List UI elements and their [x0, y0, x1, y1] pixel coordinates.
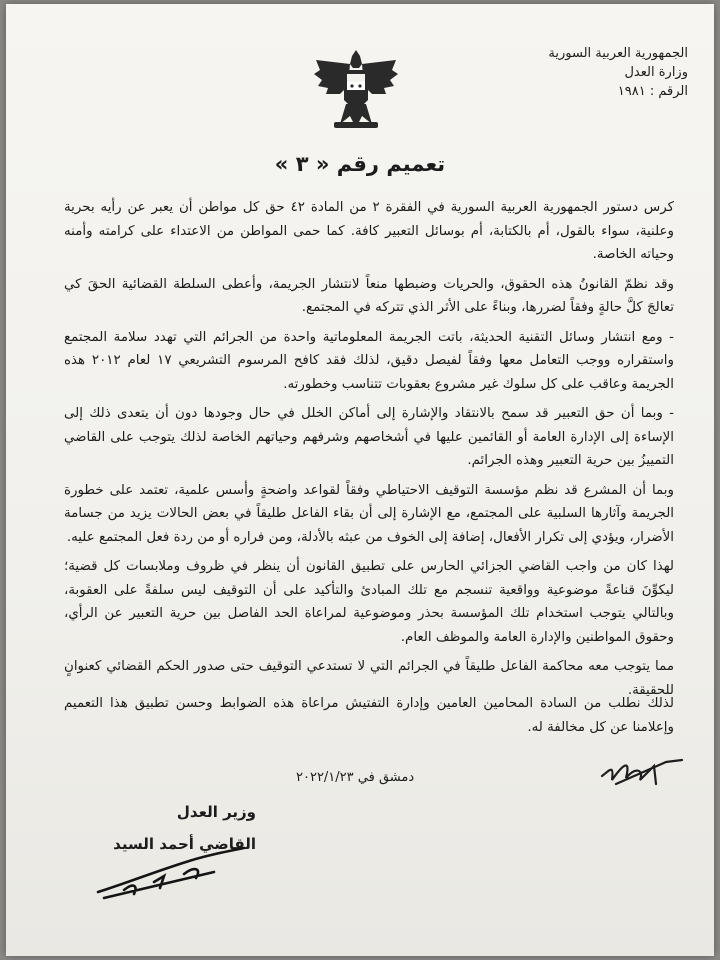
minister-title: وزير العدل [176, 803, 256, 821]
paragraph-cybercrime: - ومع انتشار وسائل التقنية الحديثة، باتت الجريمة المعلوماتية واحدة من الجرائم التي تهدد سلامة المجتمع واستقراره ووجب التعامل معها وفقاً لفيصل دقيق، لذلك فقد كافح المرسوم التشريعي ١٧ لعام ٢٠١٢ هذه الجريمة وعاقب على كل سلوك غير مشروع بعقوبات تتناسب وخطورته. [64, 329, 674, 392]
closing-request: لذلك نطلب من السادة المحامين العامين وإدارة التفتيش مراعاة هذه الضوابط وحسن تطبيق هذا التعميم وإعلامنا عن كل مخالفة له. [64, 696, 674, 735]
paragraph-judge-duty: لهذا كان من واجب القاضي الجزائي الحارس على تطبيق القانون أن ينظر في ظروف وملابسات كل قضية؛ ليكوِّنَ قناعةً موضوعية وواقعية تنسجم مع تلك المبادئ والتأكيد على أن التوقيف ليس سلفةً على العقوبة، وبالتالي يتوجب استخدام تلك المؤسسة بحذر وموضوعية لمراعاة الحد الفاصل بين حرية التعبير عن الرأي، وحقوق المواطنين والإدارة العامة والموظف العام. [64, 559, 674, 645]
minister-signature-icon [94, 842, 254, 904]
paragraph-law: وقد نظمّ القانونُ هذه الحقوق، والحريات وضبطها منعاً لانتشار الجريمة، وأعطى السلطة القضائية الحقَ كي تعالجَ كلَّ حالةٍ وفقاً لضررها، وبناءً على الأثر الذي تتركه في المجتمع. [64, 276, 674, 315]
circular-body [64, 196, 674, 708]
paragraph-trial: مما يتوجب معه محاكمة الفاعل طليقاً في الجرائم التي لا تستدعي التوقيف حتى صدور الحكم القضائي كعنوانٍ للحقيقة. [64, 659, 674, 698]
paragraph-constitution: كرس دستور الجمهورية العربية السورية في الفقرة ٢ من المادة ٤٢ حق كل مواطن أن يعبر عن رأيه بحرية وعلنية، سواء بالقول، أم بالكتابة، أم بوسائل التعبير كافة. كما حمى المواطن من الاعتداء على كرامته وأمنه وحياته الخاصة. [64, 200, 674, 262]
eagle-emblem-icon [306, 42, 406, 134]
paragraph-expression: - وبما أن حق التعبير قد سمح بالانتقاد والإشارة إلى أماكن الخلل في حال وجودها دون أن يتعدى ذلك إلى الإساءة إلى الإدارة العامة أو القائمين عليها في أشخاصهم وشرفهم وحياتهم الخاصة لذلك يتوجب على القاضي التمييزُ بين حرية التعبير وهذه الجرائم. [64, 406, 674, 468]
paragraph-detention: وبما أن المشرع قد نظم مؤسسة التوقيف الاحتياطي وفقاً لقواعد واضحةٍ وأسس علمية، تعتمد على خطورة الجريمة وآثارها السلبية على المجتمع، مع الإشارة إلى أن بقاء الفاعل طليقاً في بعض الحالات يزيد من جسامة الأضرار، ويؤدي إلى تكرار الأفعال، إضافة إلى الخوف من عبثه بالأدلة، ومن فراره أو من ردة فعل المجتمع عليه. [64, 482, 674, 545]
letterhead [468, 44, 688, 101]
country-name: الجمهورية العربية السورية [548, 46, 688, 61]
document-page [6, 4, 714, 956]
issue-date: دمشق في ٢٠٢٢/١/٢٣ [296, 770, 415, 785]
circular-title: تعميم رقم « ٣ » [274, 152, 446, 176]
minister-name: القاضي أحمد السيد [113, 835, 256, 853]
reference-number: الرقم : ١٩٨١ [617, 84, 688, 99]
ministry-name: وزارة العدل [624, 65, 688, 80]
initial-signature-icon [596, 740, 686, 796]
